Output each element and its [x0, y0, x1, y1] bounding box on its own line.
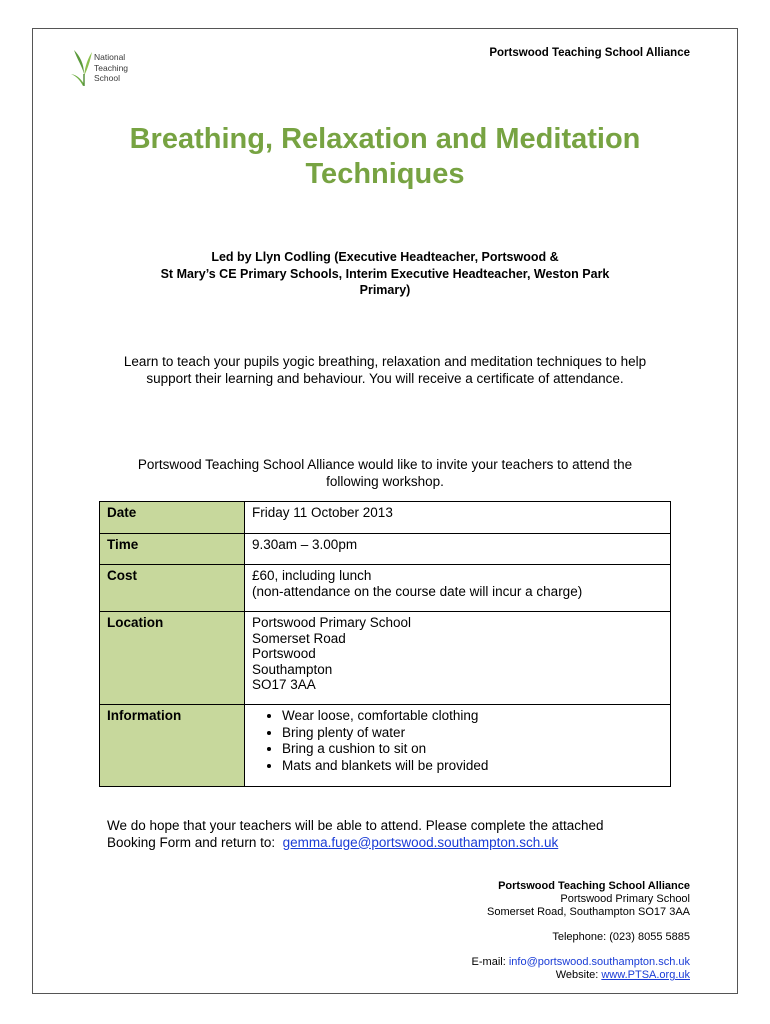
led-by-line-3: Primary) — [359, 283, 411, 297]
cost-line-2: (non-attendance on the course date will incur a charge) — [252, 583, 583, 599]
location-line-1: Portswood Primary School — [252, 615, 412, 630]
closing-paragraph — [107, 818, 604, 851]
location-line-3: Portswood — [252, 646, 316, 661]
logo-text — [94, 52, 128, 84]
date-value: Friday 11 October 2013 — [245, 502, 671, 534]
cost-value — [245, 565, 671, 612]
invite-line-2: following workshop. — [326, 473, 444, 489]
list-item: • Bring a cushion to sit on — [282, 741, 663, 758]
footer-website-row — [472, 969, 690, 982]
header-org-name: Portswood Teaching School Alliance — [489, 47, 690, 59]
footer-telephone: Telephone: (023) 8055 5885 — [552, 931, 690, 943]
information-list — [252, 708, 663, 774]
time-value: 9.30am – 3.00pm — [245, 534, 671, 565]
time-label: Time — [100, 534, 245, 565]
footer-org: Portswood Teaching School Alliance — [498, 880, 690, 892]
invite-paragraph — [0, 457, 770, 490]
intro-line-2: support their learning and behaviour. You will receive a certificate of attendance. — [146, 370, 624, 386]
location-line-5: SO17 3AA — [252, 677, 316, 692]
footer-email-link[interactable]: info@portswood.southampton.sch.uk — [508, 956, 690, 968]
table-row-date — [100, 502, 671, 534]
led-by-line-1: Led by Llyn Codling (Executive Headteacher, Portswood & — [211, 250, 559, 264]
workshop-details-table — [99, 501, 671, 787]
location-line-2: Somerset Road — [252, 630, 346, 646]
footer-address-line: Somerset Road, Southampton SO17 3AA — [486, 906, 690, 918]
cost-line-1: £60, including lunch — [252, 568, 372, 583]
footer-website-link[interactable]: www.PTSA.org.uk — [601, 969, 690, 981]
closing-line-1: We do hope that your teachers will be able to attend. Please complete the attached — [107, 818, 604, 833]
intro-line-1: Learn to teach your pupils yogic breathing, relaxation and meditation techniques to help — [123, 354, 647, 369]
list-item: • Bring plenty of water — [282, 725, 663, 742]
logo-line-1: National — [94, 52, 126, 62]
booking-email-link[interactable]: gemma.fuge@portswood.southampton.sch.uk — [282, 834, 559, 850]
location-label: Location — [100, 612, 245, 705]
invite-line-1: Portswood Teaching School Alliance would like to invite your teachers to attend the — [137, 457, 633, 472]
title-line-1: Breathing, Relaxation and Meditation — [129, 123, 641, 155]
footer-website-label: Website: — [555, 969, 599, 981]
location-line-4: Southampton — [252, 661, 333, 677]
table-row-information — [100, 705, 671, 787]
footer-email-label: E-mail: — [471, 956, 506, 968]
table-row-cost — [100, 565, 671, 612]
logo-line-2: Teaching — [94, 62, 129, 73]
list-item: • Wear loose, comfortable clothing — [282, 708, 663, 725]
list-item: • Mats and blankets will be provided — [282, 758, 663, 775]
footer-address — [487, 880, 690, 919]
information-value — [245, 705, 671, 787]
led-by — [0, 249, 770, 299]
table-row-location — [100, 612, 671, 705]
cost-label: Cost — [100, 565, 245, 612]
led-by-line-2: St Mary’s CE Primary Schools, Interim Executive Headteacher, Weston Park — [160, 266, 610, 281]
date-label: Date — [100, 502, 245, 534]
document-title — [0, 122, 770, 192]
information-label: Information — [100, 705, 245, 787]
footer-contact — [472, 956, 690, 982]
table-row-time — [100, 534, 671, 565]
logo-line-3: School — [94, 73, 120, 83]
closing-line-2 — [107, 835, 604, 852]
location-value — [245, 612, 671, 705]
footer-school: Portswood Primary School — [560, 893, 690, 905]
closing-line-2-prefix: Booking Form and return to: — [107, 834, 276, 850]
footer-email-row — [472, 956, 690, 969]
intro-paragraph — [0, 354, 770, 387]
title-line-2: Techniques — [305, 158, 465, 190]
